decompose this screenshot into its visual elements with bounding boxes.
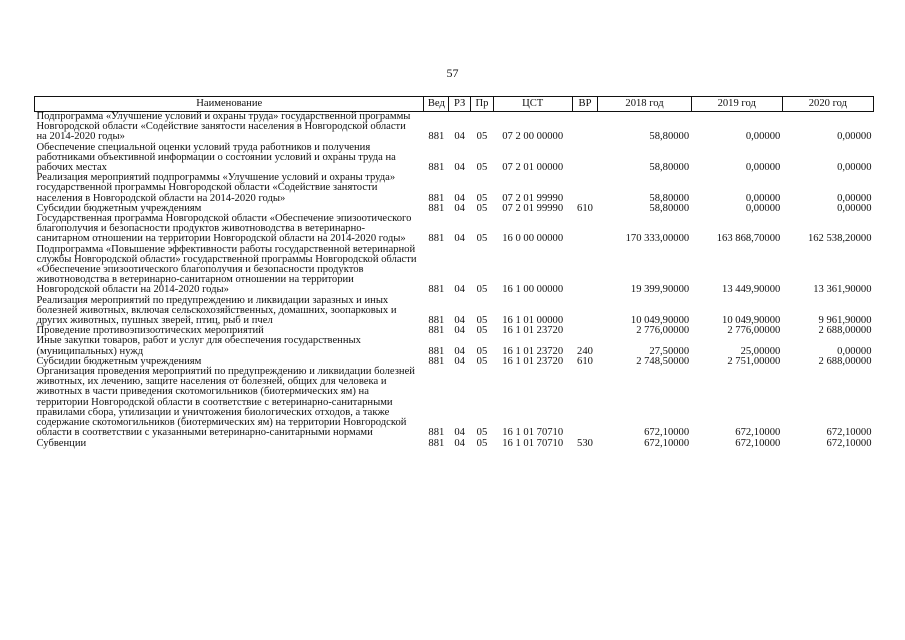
row-ved: 881 <box>428 437 445 449</box>
row-2019: 13 449,90000 <box>722 284 781 296</box>
table-row <box>35 173 874 204</box>
row-2020: 13 361,90000 <box>813 284 872 296</box>
row-ved: 881 <box>428 162 445 174</box>
row-2018: 58,80000 <box>649 202 690 214</box>
header-cst: ЦСТ <box>493 97 572 112</box>
row-vr: 610 <box>577 355 593 367</box>
row-rz: 04 <box>454 355 465 367</box>
row-cst: 16 1 01 23720 <box>502 355 564 367</box>
row-ved: 881 <box>428 192 445 204</box>
row-2020: 2 688,00000 <box>818 355 872 367</box>
row-pr: 05 <box>476 355 488 367</box>
row-pr: 05 <box>476 284 488 296</box>
table-row <box>35 296 874 327</box>
row-2019: 672,10000 <box>735 437 781 449</box>
row-2019: 0,00000 <box>745 192 781 204</box>
row-2018: 170 333,00000 <box>625 233 690 245</box>
row-cst: 16 1 01 23720 <box>502 345 564 357</box>
row-vr <box>572 245 598 296</box>
row-vr <box>572 367 598 438</box>
row-2018: 672,10000 <box>644 427 690 439</box>
table-row <box>35 367 874 438</box>
table-row <box>35 214 874 245</box>
row-2019: 0,00000 <box>745 202 781 214</box>
header-name: Наименование <box>35 97 424 112</box>
row-cst: 07 2 00 00000 <box>502 131 564 143</box>
row-cst: 07 2 01 99990 <box>502 202 564 214</box>
row-2018: 19 399,90000 <box>630 284 690 296</box>
header-rz: РЗ <box>449 97 471 112</box>
row-rz: 04 <box>454 325 465 337</box>
budget-table <box>34 96 874 449</box>
row-rz: 04 <box>454 162 465 174</box>
row-2018: 58,80000 <box>649 131 690 143</box>
row-2019: 2 751,00000 <box>727 355 781 367</box>
row-2020: 0,00000 <box>837 345 872 357</box>
row-rz: 04 <box>454 284 465 296</box>
row-name: Субсидии бюджетным учреждениям <box>36 202 202 214</box>
row-name: Проведение противоэпизоотических мероприятий <box>36 325 264 337</box>
row-vr <box>572 326 598 336</box>
row-pr: 05 <box>476 162 488 174</box>
header-2018: 2018 год <box>598 97 691 112</box>
row-name: Реализация мероприятий по предупреждению и ликвидации заразных и иных болезней животных, включая сельскохозяйственных, домашних, зоопарковых и других животных, пушных зверей, птиц, рыб и пчел <box>36 294 397 327</box>
table-row <box>35 245 874 296</box>
row-rz: 04 <box>454 233 465 245</box>
row-rz: 04 <box>454 202 465 214</box>
row-vr <box>572 143 598 174</box>
row-vr <box>572 214 598 245</box>
row-pr: 05 <box>476 427 488 439</box>
row-pr: 05 <box>476 192 488 204</box>
row-name: Субвенции <box>36 437 87 449</box>
row-2020: 0,00000 <box>837 192 872 204</box>
row-name: Организация проведения мероприятий по предупреждению и ликвидации болезней животных, их лечению, защите населения от болезней, общих для человека и животных в части приведения скотомогильников (биотермических ям) на территории Новгородской области в соответствие с ветеринарно-санитарными правилами сбора, утилизации и уничтожения биологических отходов, а также содержание скотомогильников (биотермических ям) на территории Новгородской области в соответствии с указанными ветеринарно-санитарными нормами <box>36 366 415 439</box>
row-rz: 04 <box>454 345 465 357</box>
row-name: Иные закупки товаров, работ и услуг для обеспечения государственных (муниципальных) нужд <box>36 335 361 357</box>
row-rz: 04 <box>454 315 465 327</box>
page-number: 57 <box>446 66 459 80</box>
row-2018: 10 049,90000 <box>630 315 690 327</box>
row-pr: 05 <box>476 131 488 143</box>
row-2018: 58,80000 <box>649 162 690 174</box>
row-2019: 25,00000 <box>740 345 781 357</box>
row-name: Подпрограмма «Улучшение условий и охраны труда» государственной программы Новгородской области «Содействие занятости населения в Новгородской области на 2014-2020 годы» <box>36 111 411 143</box>
row-ved: 881 <box>428 284 445 296</box>
row-2020: 162 538,20000 <box>807 233 872 245</box>
row-2019: 0,00000 <box>745 162 781 174</box>
row-name: Государственная программа Новгородской области «Обеспечение эпизоотического благополучия и безопасности продуктов животноводства в ветеринарно-санитарном отношении на территории Новгородской области на 2014-2020 годы» <box>36 213 412 245</box>
row-ved: 881 <box>428 202 445 214</box>
table-row <box>35 143 874 174</box>
row-cst: 16 1 01 70710 <box>502 437 564 449</box>
row-ved: 881 <box>428 325 445 337</box>
row-name: Субсидии бюджетным учреждениям <box>36 355 202 367</box>
row-ved: 881 <box>428 131 445 143</box>
row-vr <box>572 173 598 204</box>
row-vr: 610 <box>577 202 593 214</box>
header-2020: 2020 год <box>782 97 873 112</box>
row-cst: 16 1 01 00000 <box>502 315 564 327</box>
row-ved: 881 <box>428 427 445 439</box>
row-vr: 530 <box>577 437 593 449</box>
row-rz: 04 <box>454 131 465 143</box>
row-cst: 16 1 01 23720 <box>502 325 564 337</box>
row-cst: 16 0 00 00000 <box>502 233 564 245</box>
row-2020: 9 961,90000 <box>818 315 872 327</box>
row-cst: 16 1 01 70710 <box>502 427 564 439</box>
header-pr: Пр <box>471 97 494 112</box>
row-ved: 881 <box>428 315 445 327</box>
row-2020: 672,10000 <box>826 427 872 439</box>
row-2018: 27,50000 <box>649 345 690 357</box>
row-vr <box>572 296 598 327</box>
row-name: Подпрограмма «Повышение эффективности работы государственной ветеринарной службы Новгородской области» государственной программы Новгородской области «Обеспечение эпизоотического благополучия и безопасности продуктов животноводства в ветеринарно-санитарном отношении на территории Новгородской области на 2014-2020 годы» <box>36 243 417 296</box>
row-2019: 10 049,90000 <box>722 315 781 327</box>
table-row <box>35 112 874 143</box>
row-2020: 0,00000 <box>837 202 872 214</box>
row-2018: 58,80000 <box>649 192 690 204</box>
row-cst: 16 1 00 00000 <box>502 284 564 296</box>
row-pr: 05 <box>476 325 488 337</box>
row-cst: 07 2 01 00000 <box>502 162 564 174</box>
row-2019: 0,00000 <box>745 131 781 143</box>
row-name: Обеспечение специальной оценки условий труда работников и получения работниками объективной информации о состоянии условий и охраны труда на рабочих местах <box>36 141 396 174</box>
row-2020: 2 688,00000 <box>818 325 872 337</box>
row-2018: 672,10000 <box>644 437 690 449</box>
header-2019: 2019 год <box>691 97 782 112</box>
row-rz: 04 <box>454 192 465 204</box>
row-pr: 05 <box>476 437 488 449</box>
row-2019: 672,10000 <box>735 427 781 439</box>
row-ved: 881 <box>428 233 445 245</box>
header-ved: Вед <box>424 97 449 112</box>
row-pr: 05 <box>476 233 488 245</box>
row-rz: 04 <box>454 437 465 449</box>
row-pr: 05 <box>476 315 488 327</box>
row-name: Реализация мероприятий подпрограммы «Улучшение условий и охраны труда» государственной программы Новгородской области «Содействие занятости населения в Новгородской области на 2014-2020 годы» <box>36 172 396 204</box>
row-cst: 07 2 01 99990 <box>502 192 564 204</box>
row-2018: 2 776,00000 <box>636 325 690 337</box>
table-header-row <box>35 97 874 112</box>
row-2019: 163 868,70000 <box>716 233 781 245</box>
row-2020: 0,00000 <box>837 162 872 174</box>
row-vr: 240 <box>577 345 593 357</box>
row-ved: 881 <box>428 345 445 357</box>
row-2019: 2 776,00000 <box>727 325 781 337</box>
header-vr: ВР <box>572 97 598 112</box>
table-row <box>35 439 874 449</box>
table-row <box>35 336 874 356</box>
row-pr: 05 <box>476 345 488 357</box>
row-rz: 04 <box>454 427 465 439</box>
row-vr <box>572 112 598 143</box>
row-2020: 672,10000 <box>826 437 872 449</box>
row-pr: 05 <box>476 202 488 214</box>
row-ved: 881 <box>428 355 445 367</box>
row-2020: 0,00000 <box>837 131 872 143</box>
row-2018: 2 748,50000 <box>636 355 690 367</box>
